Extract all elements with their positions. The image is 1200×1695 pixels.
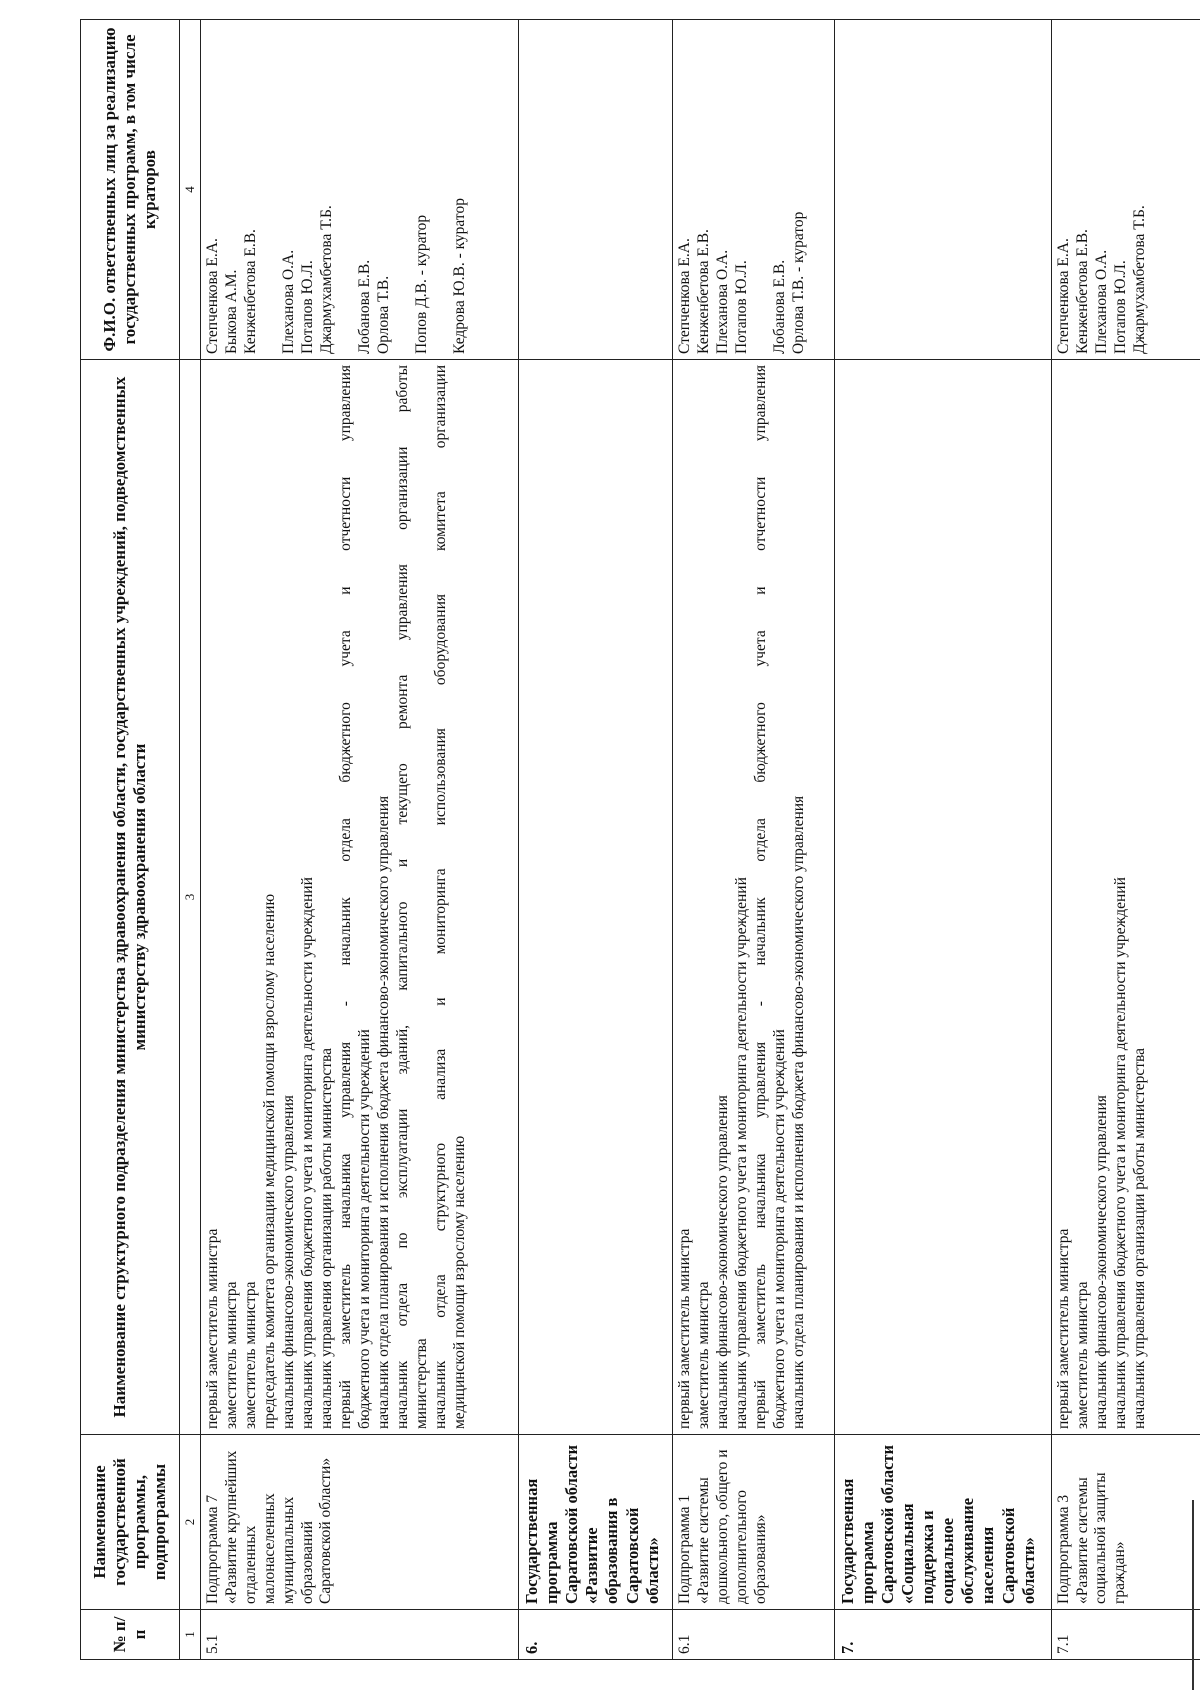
header-row [81,20,180,1660]
person-line: Кедрова Ю.В. - куратор [451,198,468,354]
division-line: бюджетного учета и мониторинга деятельности учреждений [771,1029,789,1429]
persons-list [518,20,672,360]
division-line: начальник управления бюджетного учета и мониторинга деятельности учреждений [1111,877,1129,1429]
person-line: Кенженбетова Е.В. [1073,229,1091,354]
row-number: 6. [518,1610,672,1660]
division-line: начальник финансово-экономического управления [280,1095,297,1429]
division-line: начальник управления организации работы министерства [318,1048,335,1429]
division-line: начальник управления организации работы министерства [1130,1048,1148,1429]
division-line: медицинской помощи взрослому населению [451,1135,468,1429]
table-row [673,20,835,1660]
header-num: № п/п [81,1610,180,1660]
division-line: начальник отдела планирования и исполнения бюджета финансово-экономического управления [375,795,392,1429]
division-line: начальник отдела планирования и исполнения бюджета финансово-экономического управления [790,795,808,1429]
division-line: начальник финансово-экономического управления [1092,1095,1110,1429]
division-line: начальник управления бюджетного учета и мониторинга деятельности учреждений [733,877,751,1429]
column-number: 1 [180,1610,201,1660]
person-line: Джармухамбетова Т.Б. [318,205,335,354]
division-line: заместитель министра [1073,1281,1091,1429]
division-line: председатель комитета организации медицинской помощи взрослому населению [261,893,278,1429]
persons-list [673,20,835,360]
person-line: Лобанова Е.В. [771,259,789,354]
column-number: 3 [180,360,201,1435]
table-row [1051,20,1200,1660]
persons-list [201,20,519,360]
person-line: Потапов Ю.Л. [733,260,751,354]
person-line: Степченкова Е.А. [676,238,694,354]
person-line: Степченкова Е.А. [1054,238,1072,354]
program-name: Государственная программа Саратовской области «Социальная поддержка и социальное обслуживание населения Саратовской области» [834,1435,1051,1610]
table-row [834,20,1051,1660]
person-line: Плеханова О.А. [1092,249,1110,354]
column-number: 2 [180,1435,201,1610]
division-list [518,360,672,1435]
division-list [1051,360,1200,1435]
division-line: министерства [413,1338,430,1429]
person-line [337,25,356,354]
division-line: бюджетного учета и мониторинга деятельности учреждений [356,1029,373,1429]
division-line: первый заместитель министра [204,1228,221,1429]
person-line [752,25,771,354]
persons-list [1051,20,1200,360]
division-list [201,360,519,1435]
person-line: Джармухамбетова Т.Б. [1130,205,1148,354]
person-line: Плеханова О.А. [714,249,732,354]
edge-line [1192,1500,1194,1690]
table-body [201,20,1200,1660]
program-name: Подпрограмма 1 «Развитие системы дошкольного, общего и дополнительного образования» [673,1435,835,1610]
person-line: Кенженбетова Е.В. [695,229,713,354]
person-line [394,25,413,354]
person-line: Попов Д.В. - куратор [413,214,430,354]
rotated-table-area [80,20,1200,1660]
division-line: первый заместитель министра [676,1228,694,1429]
person-line: Плеханова О.А. [280,249,297,354]
division-list [834,360,1051,1435]
program-name: Подпрограмма 7 «Развитие крупнейших отдаленных малонаселенных муниципальных образований Саратовской области» [201,1435,519,1610]
person-line: Орлова Т.В. - куратор [790,211,808,354]
division-line: заместитель министра [223,1281,240,1429]
program-name: Подпрограмма 3 «Развитие системы социальной защиты граждан» [1051,1435,1200,1610]
person-line: Потапов Ю.Л. [299,260,316,354]
division-line: начальник управления бюджетного учета и мониторинга деятельности учреждений [299,877,316,1429]
person-line: Лобанова Е.В. [356,259,373,354]
person-line: Кенженбетова Е.В. [242,229,259,354]
division-line: заместитель министра [695,1281,713,1429]
person-line: Быкова А.М. [223,269,240,354]
division-list [673,360,835,1435]
person-line [261,25,280,354]
division-line: начальник отдела структурного анализа и мониторинга использования оборудования комитета организации [432,365,449,1429]
header-persons: Ф.И.О. ответственных лиц за реализацию государственных программ, в том числе кураторов [81,20,180,360]
person-line: Потапов Ю.Л. [1111,260,1129,354]
division-line: первый заместитель министра [1054,1228,1072,1429]
row-number: 7.1 [1051,1610,1200,1660]
person-line: Степченкова Е.А. [204,238,221,354]
row-number: 5.1 [201,1610,519,1660]
responsibility-table [80,19,1200,1660]
program-name: Государственная программа Саратовской области «Развитие образования в Саратовской области» [518,1435,672,1610]
person-line [432,25,451,354]
division-line: первый заместитель начальника управления - начальник отдела бюджетного учета и отчетности управления [337,365,354,1429]
table-row [518,20,672,1660]
division-line: первый заместитель начальника управления - начальник отдела бюджетного учета и отчетности управления [752,365,770,1429]
column-number-row [180,20,201,1660]
division-line: начальник финансово-экономического управления [714,1095,732,1429]
division-line: заместитель министра [242,1281,259,1429]
column-number: 4 [180,20,201,360]
header-program: Наименование государственной программы, подпрограммы [81,1435,180,1610]
row-number: 7. [834,1610,1051,1660]
persons-list [834,20,1051,360]
person-line: Орлова Т.В. [375,275,392,354]
table-row [201,20,519,1660]
header-division: Наименование структурного подразделения министерства здравоохранения области, государственных учреждений, подведомственных министерству здравоохранения области [81,360,180,1435]
row-number: 6.1 [673,1610,835,1660]
division-line: начальник отдела по эксплуатации зданий, капитального и текущего ремонта управления организации работы [394,365,411,1429]
